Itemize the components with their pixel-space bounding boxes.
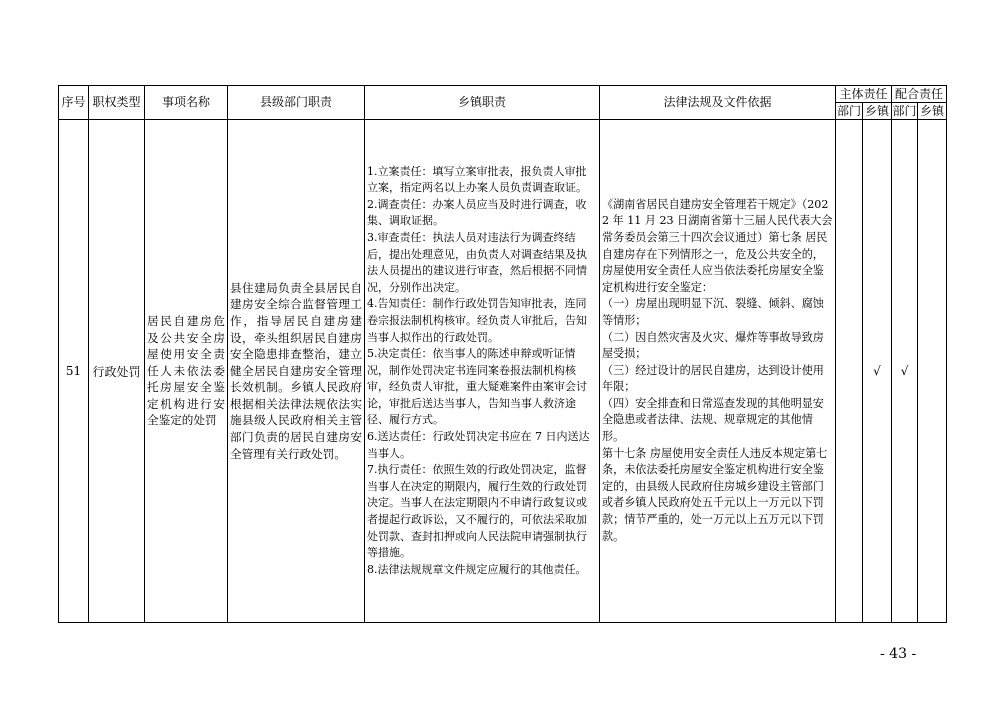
row-type: 行政处罚 [89, 120, 145, 623]
row-county-duty: 县住建局负责全县居民自建房安全综合监督管理工作，指导居民自建房建设，牵头组织居民自建房安全隐患排查整治，建立健全居民自建房安全管理长效机制。乡镇人民政府根据相关法律法规依法实施县级人民政府相关主管部门负责的居民自建房安全管理有关行政处罚。 [228, 120, 365, 623]
row-main-dept [836, 120, 863, 623]
page-number: - 43 - [880, 646, 917, 662]
header-county: 县级部门职责 [228, 86, 365, 120]
township-duty-item: 1.立案责任：填写立案审批表，报负责人审批立案，指定两名以上办案人员负责调查取证。 [367, 164, 587, 195]
header-township: 乡镇职责 [365, 86, 600, 120]
responsibility-table [58, 85, 947, 623]
row-seq: 51 [59, 120, 89, 623]
header-main-town: 乡镇 [863, 103, 892, 120]
township-duty-item: 5.决定责任：依当事人的陈述申辩或听证情况，制作处罚决定书连同案卷报法制机构核审，经负责人审批，重大疑难案件由案审会讨论，审批后送达当事人，告知当事人救济途径、履行方式。 [367, 347, 587, 427]
legal-basis-paragraph: （一）房屋出现明显下沉、裂缝、倾斜、腐蚀等情形； [602, 297, 824, 327]
legal-basis-paragraph: 第十七条 房屋使用安全责任人违反本规定第七条，未依法委托房屋安全鉴定机构进行安全鉴定的，由县级人民政府住房城乡建设主管部门或者乡镇人民政府处五千元以上一万元以下罚款；情节严重的，处一万元以上五万元以下罚款。 [602, 446, 828, 543]
header-name: 事项名称 [145, 86, 228, 120]
row-item-name: 居民自建房危及公共安全房屋使用安全责任人未依法委托房屋安全鉴定机构进行安全鉴定的处罚 [145, 120, 228, 623]
header-coop-responsibility: 配合责任 [892, 86, 947, 103]
row-legal-basis [600, 120, 836, 623]
header-main-dept: 部门 [836, 103, 861, 118]
township-duty-item: 3.审查责任：执法人员对违法行为调查终结后，提出处理意见，由负责人对调查结果及执法人员提出的建议进行审查，然后根据不同情况，分别作出决定。 [367, 230, 587, 294]
row-township-duty [365, 120, 600, 623]
row-coop-town [918, 120, 947, 623]
township-duty-item: 8.法律法规规章文件规定应履行的其他责任。 [367, 562, 587, 576]
header-coop-town: 乡镇 [918, 103, 947, 120]
township-duty-item: 2.调查责任：办案人员应当及时进行调查，收集、调取证据。 [367, 197, 587, 228]
header-type: 职权类型 [89, 86, 145, 120]
header-main-responsibility: 主体责任 [836, 86, 892, 103]
header-seq: 序号 [59, 86, 89, 120]
header-coop-dept: 部门 [892, 103, 917, 118]
row-main-town-check: √ [863, 120, 892, 623]
row-coop-dept-check: √ [892, 120, 918, 623]
header-law: 法律法规及文件依据 [600, 86, 836, 120]
legal-basis-paragraph: 《湖南省居民自建房安全管理若干规定》（2022 年 11 月 23 日湖南省第十三届人民代表大会常务委员会第三十四次会议通过）第七条 居民自建房存在下列情形之一，危及公共安全的，房屋使用安全责任人应当依法委托房屋安全鉴定机构进行安全鉴定： [602, 197, 833, 294]
township-duty-item: 6.送达责任：行政处罚决定书应在 7 日内送达当事人。 [367, 430, 590, 460]
township-duty-item: 7.执行责任：依照生效的行政处罚决定，监督当事人在决定的期限内，履行生效的行政处罚决定。当事人在法定期限内不申请行政复议或者提起行政诉讼，又不履行的，可依法采取加处罚款、查封扣押或向人民法院申请强制执行等措施。 [367, 463, 587, 560]
legal-basis-paragraph: （三）经过设计的居民自建房，达到设计使用年限； [602, 363, 824, 394]
township-duty-item: 4.告知责任：制作行政处罚告知审批表，连同卷宗报法制机构核审。经负责人审批后，告知当事人拟作出的行政处罚。 [367, 297, 587, 344]
legal-basis-paragraph: （二）因自然灾害及火灾、爆炸等事故导致房屋受损； [602, 330, 824, 361]
legal-basis-paragraph: （四）安全排查和日常巡查发现的其他明显安全隐患或者法律、法规、规章规定的其他情形。 [602, 396, 824, 444]
table-row [59, 120, 947, 623]
